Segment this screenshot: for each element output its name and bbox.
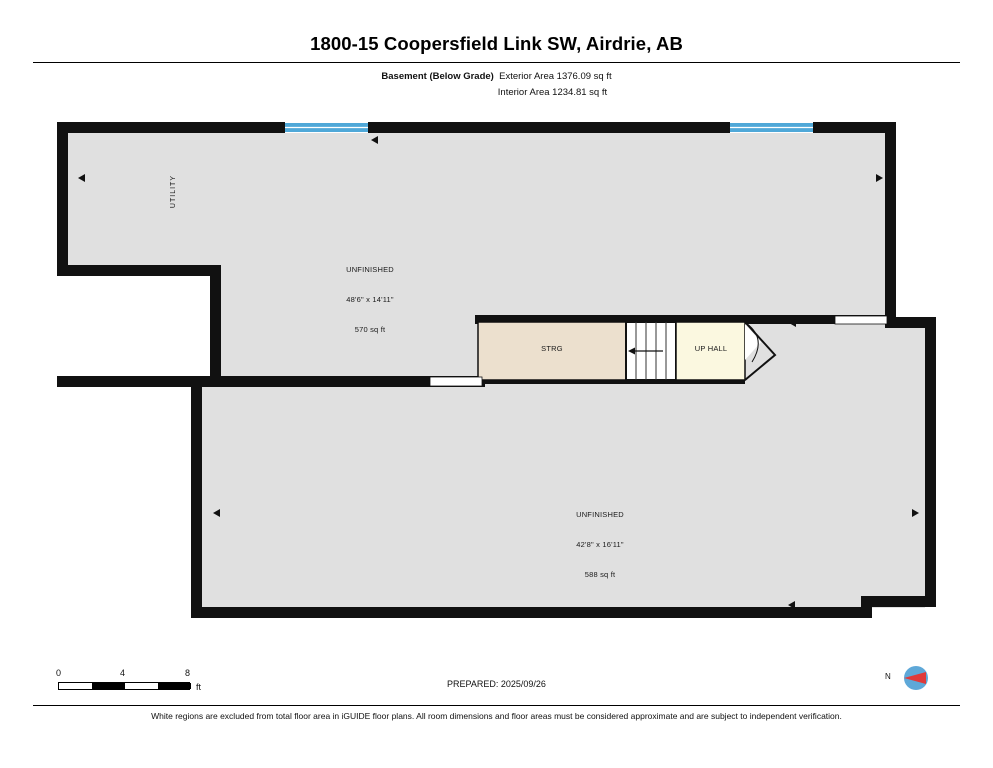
unfinished-lower-dimensions: 42'8" x 16'11" bbox=[576, 540, 624, 549]
scale-tick-2: 8 bbox=[185, 668, 191, 678]
compass-icon bbox=[896, 658, 936, 698]
wall-bottom-right-step bbox=[861, 596, 936, 607]
compass-rose bbox=[880, 658, 940, 698]
room-label-storage: STRG bbox=[541, 344, 563, 353]
page-title: 1800-15 Coopersfield Link SW, Airdrie, AB bbox=[310, 33, 683, 54]
interior-area: Interior Area 1234.81 sq ft bbox=[497, 87, 608, 98]
unfinished-upper-area: 570 sq ft bbox=[354, 325, 386, 334]
floor-plan bbox=[45, 110, 945, 630]
unfinished-lower-area: 588 sq ft bbox=[584, 570, 616, 579]
wall-step-vertical bbox=[210, 265, 221, 387]
wall-right-upper bbox=[885, 122, 896, 328]
level-label: Basement (Below Grade) bbox=[381, 71, 494, 82]
wall-bottom-step-vertical bbox=[861, 596, 872, 607]
footer-divider bbox=[33, 705, 960, 706]
unfinished-upper-dimensions: 48'6" x 14'11" bbox=[346, 295, 394, 304]
wall-left-lower bbox=[191, 376, 202, 618]
scale-tick-1: 4 bbox=[120, 668, 126, 678]
unfinished-upper-name: UNFINISHED bbox=[346, 265, 394, 274]
wall-bottom bbox=[191, 607, 872, 618]
room-label-unfinished-lower bbox=[535, 490, 665, 600]
plan-summary-line-1 bbox=[0, 69, 993, 85]
room-label-up-hall: UP HALL bbox=[694, 344, 728, 353]
scale-tick-0: 0 bbox=[56, 668, 62, 678]
room-label-unfinished-upper bbox=[305, 245, 435, 355]
disclaimer-text: White regions are excluded from total floor area in iGUIDE floor plans. All room dimensions and floor areas must be considered approximate and are subject to independent verification. bbox=[151, 711, 842, 721]
room-label-utility: UTILITY bbox=[170, 175, 177, 209]
exterior-area: Exterior Area 1376.09 sq ft bbox=[499, 71, 612, 82]
compass-north-label: N bbox=[885, 672, 891, 681]
opening-hall-right bbox=[835, 316, 887, 324]
unfinished-lower-name: UNFINISHED bbox=[576, 510, 624, 519]
wall-left-upper bbox=[57, 122, 68, 270]
plan-summary-line-2 bbox=[0, 85, 993, 101]
scale-unit: ft bbox=[196, 682, 202, 692]
floor-plan-svg bbox=[45, 110, 945, 630]
opening-mid-left bbox=[430, 377, 482, 386]
wall-notch-top bbox=[57, 265, 221, 276]
header-divider bbox=[33, 62, 960, 63]
wall-right-lower bbox=[925, 317, 936, 607]
prepared-date: PREPARED: 2025/09/26 bbox=[447, 679, 546, 689]
plan-summary bbox=[0, 69, 993, 101]
